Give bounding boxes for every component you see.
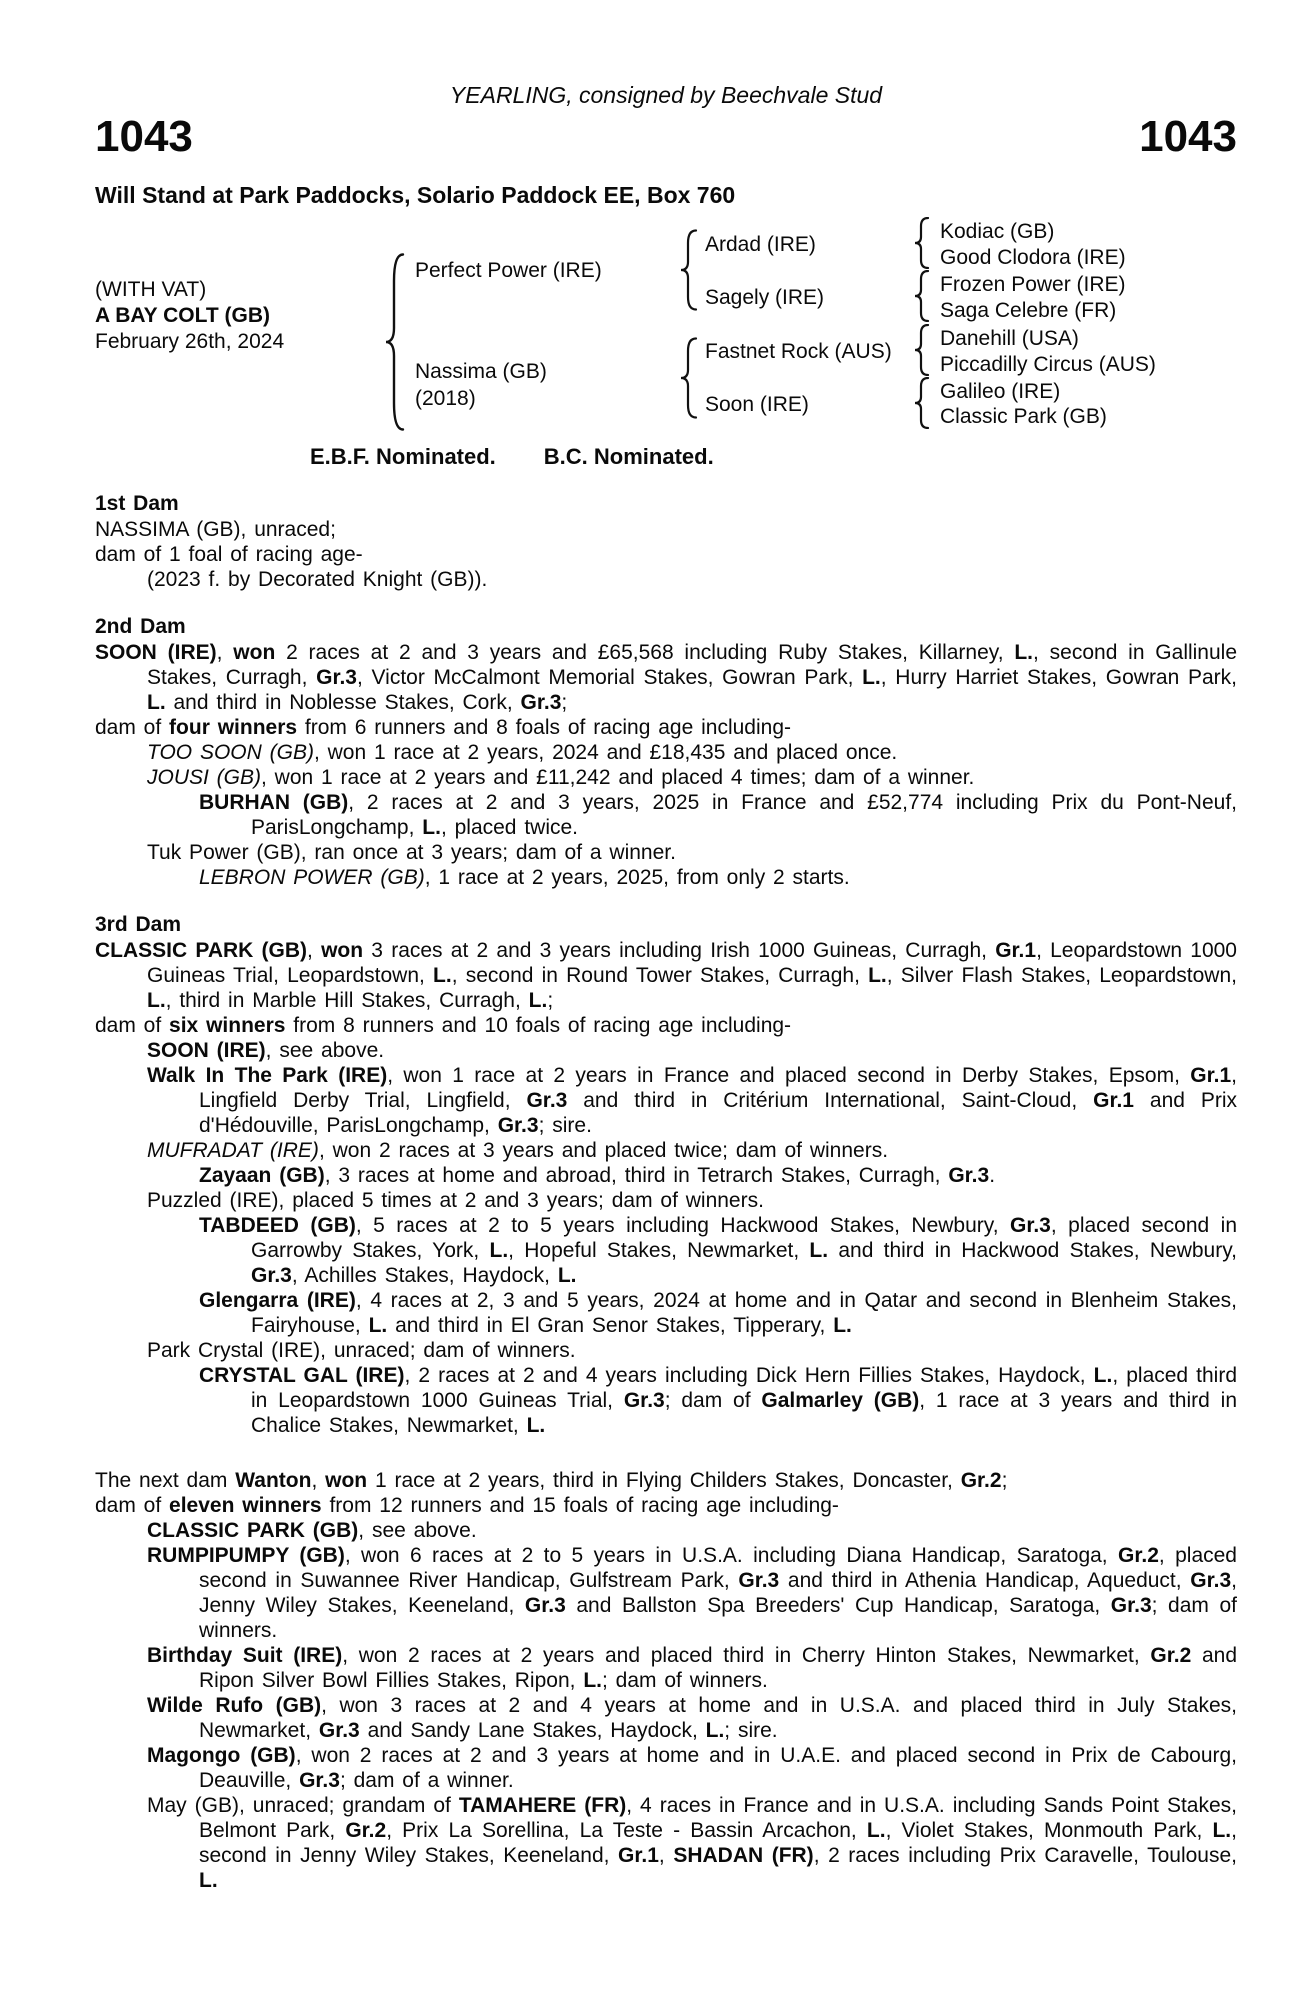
bold-text: BURHAN (GB) <box>199 791 349 814</box>
great-grandparent: Good Clodora (IRE) <box>940 246 1126 269</box>
bold-text: Gr.1 <box>1190 1064 1232 1087</box>
pedigree-paragraph: Park Crystal (IRE), unraced; dam of winners. <box>147 1339 576 1362</box>
bold-text: Gr.3 <box>251 1264 292 1287</box>
bold-text: Gr.3 <box>623 1389 665 1412</box>
bold-text: L. <box>868 964 887 987</box>
pedigree-brace <box>912 377 930 429</box>
dam-section <box>95 491 1237 592</box>
italic-text: MUFRADAT (IRE) <box>147 1139 319 1162</box>
bold-text: L. <box>489 1239 509 1262</box>
bold-text: won <box>233 641 276 664</box>
pedigree-paragraph: dam of 1 foal of racing age- <box>95 543 363 566</box>
pedigree-paragraph: MUFRADAT (IRE), won 2 races at 3 years and placed twice; dam of winners. <box>147 1139 889 1162</box>
pedigree-paragraph: Birthday Suit (IRE), won 2 races at 2 years and placed third in Cherry Hinton Stakes, Newmarket, Gr.2 and Ripon Silver Bowl Fillies Stakes, Ripon, L.; dam of winners. <box>147 1644 1237 1692</box>
great-grandparent: Frozen Power (IRE) <box>940 273 1126 296</box>
vat-note: (WITH VAT) <box>95 278 207 301</box>
sire-name: Perfect Power (IRE) <box>415 259 602 282</box>
bold-text: Gr.3 <box>318 1719 360 1742</box>
dam-name: Nassima (GB) <box>415 360 547 383</box>
bold-text: L. <box>1212 1819 1232 1842</box>
foaling-date: February 26th, 2024 <box>95 330 285 353</box>
bold-text: L. <box>866 1819 886 1842</box>
great-grandparent: Danehill (USA) <box>940 327 1079 350</box>
pedigree-paragraph: BURHAN (GB), 2 races at 2 and 3 years, 2025 in France and £52,774 including Prix du Pont-Neuf, ParisLongchamp, L., placed twice. <box>199 791 1237 839</box>
stand-location-line: Will Stand at Park Paddocks, Solario Paddock EE, Box 760 <box>95 182 736 208</box>
great-grandparent: Piccadilly Circus (AUS) <box>940 353 1156 376</box>
bold-text: SHADAN (FR) <box>673 1844 814 1867</box>
pedigree-paragraph: The next dam Wanton, won 1 race at 2 years, third in Flying Childers Stakes, Doncaster, Gr.2; <box>95 1469 1008 1492</box>
pedigree-paragraph: Magongo (GB), won 2 races at 2 and 3 years at home and in U.A.E. and placed second in Prix de Cabourg, Deauville, Gr.3; dam of a winner. <box>147 1744 1237 1792</box>
bold-text: four winners <box>169 716 298 739</box>
bold-text: L. <box>422 816 441 839</box>
dam-section <box>95 1468 1237 1893</box>
colt-name: A BAY COLT (GB) <box>95 304 271 327</box>
bold-text: RUMPIPUMPY (GB) <box>147 1544 345 1567</box>
bold-text: L. <box>809 1239 829 1262</box>
bold-text: Gr.1 <box>618 1844 659 1867</box>
bold-text: CLASSIC PARK (GB) <box>147 1519 359 1542</box>
bold-text: L. <box>433 964 452 987</box>
pedigree-paragraph: CLASSIC PARK (GB), won 3 races at 2 and 3 years including Irish 1000 Guineas, Curragh, Gr.1, Leopardstown 1000 Guineas Trial, Leopardstown, L., second in Round Tower Stakes, Curragh, L., Silver Flash Stakes, Leopardstown, L., third in Marble Hill Stakes, Curragh, L.; <box>95 939 1237 1012</box>
maternal-granddam: Soon (IRE) <box>705 393 809 416</box>
pedigree-paragraph: dam of eleven winners from 12 runners and 15 foals of racing age including- <box>95 1494 839 1517</box>
bold-text: L. <box>833 1314 852 1337</box>
pedigree-paragraph: Tuk Power (GB), ran once at 3 years; dam of a winner. <box>147 841 676 864</box>
bold-text: L. <box>199 1869 218 1892</box>
bold-text: Gr.1 <box>995 939 1037 962</box>
pedigree-brace <box>912 270 930 322</box>
bold-text: eleven winners <box>169 1494 322 1517</box>
pedigree-tree <box>95 213 1237 437</box>
pedigree-paragraph: Glengarra (IRE), 4 races at 2, 3 and 5 years, 2024 at home and in Qatar and second in Blenheim Stakes, Fairyhouse, L. and third in El Gran Senor Stakes, Tipperary, L. <box>199 1289 1237 1337</box>
pedigree-paragraph: RUMPIPUMPY (GB), won 6 races at 2 to 5 years in U.S.A. including Diana Handicap, Saratoga, Gr.2, placed second in Suwannee River Handicap, Gulfstream Park, Gr.3 and third in Athenia Handicap, Aqueduct, Gr.3, Jenny Wiley Stakes, Keeneland, Gr.3 and Ballston Spa Breeders' Cup Handicap, Saratoga, Gr.3; dam of winners. <box>147 1544 1237 1642</box>
pedigree-paragraph: (2023 f. by Decorated Knight (GB)). <box>147 568 488 591</box>
bold-text: Zayaan (GB) <box>199 1164 325 1187</box>
pedigree-paragraph: JOUSI (GB), won 1 race at 2 years and £11,242 and placed 4 times; dam of a winner. <box>147 766 975 789</box>
pedigree-paragraph: SOON (IRE), won 2 races at 2 and 3 years and £65,568 including Ruby Stakes, Killarney, L., second in Gallinule Stakes, Curragh, Gr.3, Victor McCalmont Memorial Stakes, Gowran Park, L., Hurry Harriet Stakes, Gowran Park, L. and third in Noblesse Stakes, Cork, Gr.3; <box>95 641 1238 714</box>
bold-text: L. <box>705 1719 725 1742</box>
bold-text: L. <box>862 666 881 689</box>
paternal-grandsire: Ardad (IRE) <box>705 233 816 256</box>
bc-nomination: B.C. Nominated. <box>543 444 714 469</box>
dam-section-heading: 2nd Dam <box>95 615 186 638</box>
pedigree-paragraph: Puzzled (IRE), placed 5 times at 2 and 3 years; dam of winners. <box>147 1189 764 1212</box>
bold-text: L. <box>1014 641 1034 664</box>
pedigree-brace <box>383 253 405 431</box>
bold-text: six winners <box>169 1014 286 1037</box>
bold-text: Wanton <box>235 1469 312 1492</box>
maternal-grandsire: Fastnet Rock (AUS) <box>705 340 892 363</box>
pedigree-paragraph: Zayaan (GB), 3 races at home and abroad, third in Tetrarch Stakes, Curragh, Gr.3. <box>199 1164 996 1187</box>
bold-text: Gr.2 <box>345 1819 387 1842</box>
bold-text: Gr.3 <box>520 691 562 714</box>
dam-section <box>95 614 1237 890</box>
lot-number-right: 1043 <box>1139 112 1237 161</box>
bold-text: Gr.2 <box>960 1469 1002 1492</box>
dam-section-heading: 1st Dam <box>95 492 179 515</box>
bold-text: Gr.3 <box>738 1569 780 1592</box>
bold-text: Wilde Rufo (GB) <box>147 1694 322 1717</box>
bold-text: TAMAHERE (FR) <box>458 1794 627 1817</box>
bold-text: L. <box>528 989 548 1012</box>
paternal-granddam: Sagely (IRE) <box>705 286 825 309</box>
pedigree-paragraph: CLASSIC PARK (GB), see above. <box>147 1519 477 1542</box>
bold-text: Gr.3 <box>299 1769 340 1792</box>
bold-text: SOON (IRE) <box>95 641 217 664</box>
great-grandparent: Saga Celebre (FR) <box>940 299 1117 322</box>
italic-text: TOO SOON (GB) <box>147 741 314 764</box>
bold-text: L. <box>1093 1364 1113 1387</box>
bold-text: Gr.3 <box>1190 1569 1232 1592</box>
nominations-row <box>310 445 1237 469</box>
pedigree-brace <box>678 229 698 311</box>
dam-section-heading: 3rd Dam <box>95 913 182 936</box>
bold-text: L. <box>557 1264 577 1287</box>
great-grandparent: Galileo (IRE) <box>940 380 1061 403</box>
bold-text: L. <box>368 1314 388 1337</box>
pedigree-brace <box>912 217 930 269</box>
bold-text: Gr.3 <box>316 666 357 689</box>
dam-sections <box>95 491 1237 1893</box>
bold-text: L. <box>147 691 166 714</box>
dam-block <box>415 358 547 412</box>
pedigree-paragraph: dam of four winners from 6 runners and 8 foals of racing age including- <box>95 716 791 739</box>
pedigree-paragraph: Wilde Rufo (GB), won 3 races at 2 and 4 years at home and in U.S.A. and placed third in July Stakes, Newmarket, Gr.3 and Sandy Lane Stakes, Haydock, L.; sire. <box>147 1694 1237 1742</box>
bold-text: Gr.1 <box>1093 1089 1134 1112</box>
subject-block <box>95 277 284 355</box>
pedigree-paragraph: LEBRON POWER (GB), 1 race at 2 years, 2025, from only 2 starts. <box>199 866 850 889</box>
great-grandparent: Classic Park (GB) <box>940 405 1107 428</box>
bold-text: CRYSTAL GAL (IRE) <box>199 1364 405 1387</box>
dam-foaling-year: (2018) <box>415 387 476 410</box>
bold-text: L. <box>147 989 166 1012</box>
bold-text: Gr.3 <box>1110 1594 1152 1617</box>
pedigree-paragraph: dam of six winners from 8 runners and 10 foals of racing age including- <box>95 1014 792 1037</box>
italic-text: JOUSI (GB) <box>147 766 262 789</box>
bold-text: Gr.2 <box>1150 1644 1192 1667</box>
pedigree-paragraph: May (GB), unraced; grandam of TAMAHERE (FR), 4 races in France and in U.S.A. including Sands Point Stakes, Belmont Park, Gr.2, Prix La Sorellina, La Teste - Bassin Arcachon, L., Violet Stakes, Monmouth Park, L., second in Jenny Wiley Stakes, Keeneland, Gr.1, SHADAN (FR), 2 races including Prix Caravelle, Toulouse, L. <box>147 1794 1237 1892</box>
bold-text: won <box>321 939 364 962</box>
lot-number-row <box>95 112 1237 161</box>
pedigree-brace <box>678 337 698 419</box>
pedigree-paragraph: TABDEED (GB), 5 races at 2 to 5 years including Hackwood Stakes, Newbury, Gr.3, placed second in Garrowby Stakes, York, L., Hopeful Stakes, Newmarket, L. and third in Hackwood Stakes, Newbury, Gr.3, Achilles Stakes, Haydock, L. <box>199 1214 1237 1287</box>
bold-text: won <box>325 1469 368 1492</box>
bold-text: Gr.3 <box>948 1164 990 1187</box>
bold-text: Gr.3 <box>524 1594 566 1617</box>
ebf-nomination: E.B.F. Nominated. <box>310 444 496 469</box>
bold-text: Glengarra (IRE) <box>199 1289 356 1312</box>
bold-text: Gr.3 <box>497 1114 539 1137</box>
bold-text: Gr.3 <box>526 1089 568 1112</box>
bold-text: Walk In The Park (IRE) <box>147 1064 388 1087</box>
italic-text: LEBRON POWER (GB) <box>199 866 425 889</box>
bold-text: L. <box>526 1414 546 1437</box>
great-grandparent: Kodiac (GB) <box>940 220 1055 243</box>
pedigree-paragraph: Walk In The Park (IRE), won 1 race at 2 years in France and placed second in Derby Stakes, Epsom, Gr.1, Lingfield Derby Trial, Lingfield, Gr.3 and third in Critérium International, Saint-Cloud, Gr.1 and Prix d'Hédouville, ParisLongchamp, Gr.3; sire. <box>147 1064 1238 1137</box>
bold-text: Magongo (GB) <box>147 1744 296 1767</box>
bold-text: TABDEED (GB) <box>199 1214 356 1237</box>
bold-text: L. <box>583 1669 602 1692</box>
dam-section <box>95 912 1237 1438</box>
pedigree-paragraph: SOON (IRE), see above. <box>147 1039 385 1062</box>
consignor-line: YEARLING, consigned by Beechvale Stud <box>449 82 883 108</box>
bold-text: Galmarley (GB) <box>761 1389 920 1412</box>
bold-text: SOON (IRE) <box>147 1039 266 1062</box>
pedigree-paragraph: CRYSTAL GAL (IRE), 2 races at 2 and 4 years including Dick Hern Fillies Stakes, Haydock, L., placed third in Leopardstown 1000 Guineas Trial, Gr.3; dam of Galmarley (GB), 1 race at 3 years and third in Chalice Stakes, Newmarket, L. <box>199 1364 1237 1437</box>
bold-text: CLASSIC PARK (GB) <box>95 939 308 962</box>
bold-text: Birthday Suit (IRE) <box>147 1644 343 1667</box>
bold-text: Gr.2 <box>1118 1544 1159 1567</box>
lot-number-left: 1043 <box>95 112 193 161</box>
pedigree-brace <box>912 324 930 376</box>
pedigree-paragraph: TOO SOON (GB), won 1 race at 2 years, 2024 and £18,435 and placed once. <box>147 741 898 764</box>
bold-text: Gr.3 <box>1010 1214 1051 1237</box>
pedigree-paragraph: NASSIMA (GB), unraced; <box>95 518 336 541</box>
